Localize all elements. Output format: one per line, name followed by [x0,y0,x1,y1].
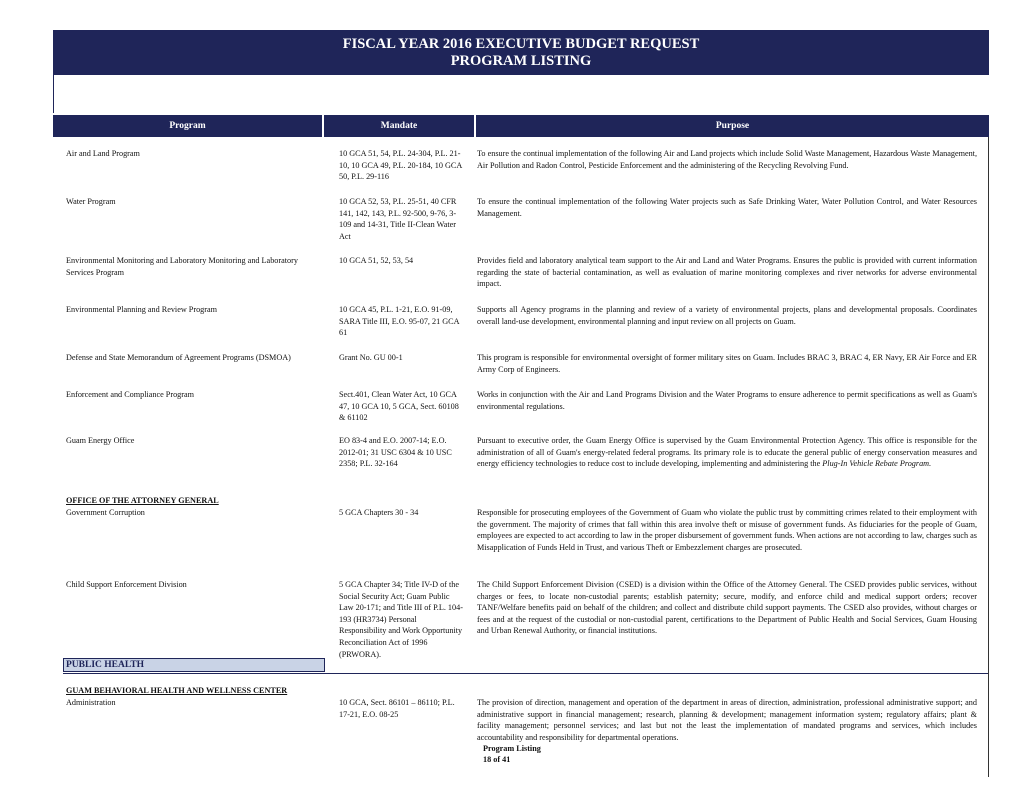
row-mandate: Grant No. GU 00-1 [339,353,403,362]
row-purpose: Responsible for prosecuting employees of the Government of Guam who violate the public trust by committing crimes related to their employment with the government. The majority of crimes that fall within this area involve theft or misuse of government funds. As fiduciaries for the people of Guam, employees are expected to act according to law in the proper disbursement of government funds. When actions are not according to law, charges such as Misapplication of Funds Held in Trust, and various Theft or Embezzlement charges are prosecuted. [477,508,977,552]
row-program: Water Program [66,197,116,206]
row-purpose: Works in conjunction with the Air and Land Programs Division and the Water Programs to ensure adherence to permit specifications as well as Guam's environmental regulations. [477,390,977,411]
row-purpose-italic: Plug-In Vehicle Rebate Program. [822,459,932,469]
row-mandate: 5 GCA Chapters 30 - 34 [339,508,419,517]
row-program: Administration [66,698,116,707]
column-header-purpose: Purpose [476,115,989,137]
row-purpose-text: Pursuant to executive order, the Guam Energy Office is supervised by the Guam Environmental Protection Agency. This office is responsible for the administration of all of Guam's energy-related federal programs. Its primary role is to educate the general public of energy conservation measures and energy efficiency technologies to reduce cost to include developing, implementing and administering the [477,436,977,469]
title-banner [53,30,989,75]
row-mandate: Sect.401, Clean Water Act, 10 GCA 47, 10 GCA 10, 5 GCA, Sect. 60108 & 61102 [339,390,459,423]
row-program: Government Corruption [66,508,145,517]
row-mandate: 10 GCA 52, 53, P.L. 25-51, 40 CFR 141, 142, 143, P.L. 92-500, 9-76, 3-109 and 14-31, Title II-Clean Water Act [339,197,457,241]
section-heading-gbhwc: GUAM BEHAVIORAL HEALTH AND WELLNESS CENTER [66,686,288,695]
row-purpose: The Child Support Enforcement Division (CSED) is a division within the Office of the Attorney General. The CSED provides public services, without charges or fees, to locate non-custodial parents; establish paternity; secure, modify, and enforce child and medical support orders; recover TANF/Welfare benefits paid on behalf of the children; and collect and distribute child support payments. The CSED also provides, without charges or fees and at the request of the custodial or non-custodial parent, certifications to the Department of Public Health and Social Services, Guam Housing and Urban Renewal Authority, or financial institutions. [477,580,977,636]
row-program: Enforcement and Compliance Program [66,390,195,399]
row-purpose: Provides field and laboratory analytical team support to the Air and Land and Water Programs. Ensures the public is provided with current information regarding the state of bacterial contamination, as well as evaluation of marine monitoring complexes and river networks for adverse environmental impact. [477,256,977,289]
row-program: Environmental Planning and Review Program [66,305,217,314]
row-purpose [477,435,977,470]
section-divider [63,673,988,674]
row-mandate: 5 GCA Chapter 34; Title IV-D of the Social Security Act; Guam Public Law 20-171; and Title III of P.L. 104-193 (HR3734) Personal Responsibility and Work Opportunity Reconciliation Act of 1996 (PRWORA). [339,580,463,659]
row-program: Child Support Enforcement Division [66,580,187,589]
row-purpose: To ensure the continual implementation of the following Water projects such as Safe Drinking Water, Water Pollution Control, and Water Resources Management. [477,197,977,218]
row-program: Air and Land Program [66,149,140,158]
row-purpose: Supports all Agency programs in the planning and review of a variety of environmental projects, plans and developmental proposals. Coordinates overall land-use development, environmental planning and input review on all projects on Guam. [477,305,977,326]
budget-page: FISCAL YEAR 2016 EXECUTIVE BUDGET REQUEST PROGRAM LISTING Program Mandate Purpose Air and Land Program 10 GCA 51, 54, P.L. 24-304, P.L. 21-10, 10 GCA 49, P.L. 20-184, 10 GCA 50, P.L. 29-116 To ensure the continual implementation of the following Air and Land projects which include Solid Waste Management, Hazardous Waste Management, Air Pollution and Radon Control, Pesticide Enforcement and the administering of the Recycling Revolving Fund. Water Program 10 GCA 52, 53, P.L. 25-51, 40 CFR 141, 142, 143, P.L. 92-500, 9-76, 3-109 and 14-31, Title II-Clean Water Act To ensure the continual implementation of the following Water projects such as Safe Drinking Water, Water Pollution Control, and Water Resources Management. Environmental Monitoring and Laboratory Monitoring and Laboratory Services Program 10 GCA 51, 52, 53, 54 Provides field and laboratory analytical team support to the Air and Land and Water Programs. Ensures the public is provided with current information regarding the state of bacterial contamination, as well as evaluation of marine monitoring complexes and river networks for adverse environmental impact. Environmental Planning and Review Program 10 GCA 45, P.L. 1-21, E.O. 91-09, SARA Title III, E.O. 95-07, 21 GCA 61 Supports all Agency programs in the planning and review of a variety of environmental projects, plans and developmental proposals. Coordinates overall land-use development, environmental planning and input review on all projects on Guam. Defense and State Memorandum of Agreement Programs (DSMOA) Grant No. GU 00-1 This program is responsible for environmental oversight of former military sites on Guam. Includes BRAC 3, BRAC 4, ER Navy, ER Air Force and ER Army Corp of Engineers. Enforcement and Compliance Program Sect.401, Clean Water Act, 10 GCA 47, 10 GCA 10, 5 GCA, Sect. 60108 & 61102 Works in conjunction with the Air and Land Programs Division and the Water Programs to ensure adherence to permit specifications as well as Guam's environmental regulations. Guam Energy Office EO 83-4 and E.O. 2007-14; E.O. 2012-01; 31 USC 6304 & 10 USC 2358; P.L. 32-164 Pursuant to executive order, the Guam Energy Office is supervised by the Guam Environmental Protection Agency. This office is responsible for the administration of all of Guam's energy-related federal programs. Its primary role is to educate the general public of energy conservation measures and energy efficiency technologies to reduce cost to include developing, implementing and administering the Plug-In Vehicle Rebate Program. OFFICE OF THE ATTORNEY GENERAL Government Corruption 5 GCA Chapters 30 - 34 Responsible for prosecuting employees of the Government of Guam who violate the public trust by committing crimes related to their employment with the government. The majority of crimes that fall within this area involve theft or misuse of government funds. As fiduciaries for the people of Guam, employees are expected to act according to law in the proper disbursement of government funds. When actions are not according to law, charges such as Misapplication of Funds Held in Trust, and various Theft or Embezzlement charges are prosecuted. Child Support Enforcement Division 5 GCA Chapter 34; Title IV-D of the Social Security Act; Guam Public Law 20-171; and Title III of P.L. 104-193 (HR3734) Personal Responsibility and Work Opportunity Reconciliation Act of 1996 (PRWORA). The Child Support Enforcement Division (CSED) is a division within the Office of the Attorney General. The CSED provides public services, without charges or fees, to locate non-custodial parents; establish paternity; secure, modify, and enforce child and medical support orders; recover TANF/Welfare benefits paid on behalf of the children; and collect and distribute child support payments. The CSED also provides, without charges or fees and at the request of the custodial or non-custodial parent, certifications to the Department of Public Health and Social Services, Guam Housing and Urban Renewal Authority, or financial institutions. PUBLIC HEALTH GUAM BEHAVIORAL HEALTH AND WELLNESS CENTER Administration 10 GCA, Sect. 86101 – 86110; P.L. 17-21, E.O. 08-25 The provision of direction, management and operation of the department in areas of direction, administration, professional administrative support; and administrative support in financial management; research, planning & development; management information system; regulatory affairs; plant & facility management; personnel services; and last but not the least the implementation of mandated programs and services, which includes accountability and responsibility for departmental operations. Program Listing 18 of 41 [53,30,989,750]
row-mandate: 10 GCA 51, 54, P.L. 24-304, P.L. 21-10, 10 GCA 49, P.L. 20-184, 10 GCA 50, P.L. 29-116 [339,149,462,182]
row-program: Environmental Monitoring and Laboratory Monitoring and Laboratory Services Program [66,256,298,277]
row-mandate: 10 GCA 45, P.L. 1-21, E.O. 91-09, SARA Title III, E.O. 95-07, 21 GCA 61 [339,305,460,338]
document-title: FISCAL YEAR 2016 EXECUTIVE BUDGET REQUEST [342,36,700,52]
row-program: Defense and State Memorandum of Agreement Programs (DSMOA) [66,353,291,362]
row-purpose: The provision of direction, management and operation of the department in areas of direction, administration, professional administrative support; and administrative support in financial management; research, planning & development; management information system; regulatory affairs; plant & facility management; personnel services; and last but not the least the implementation of mandated programs and services, which includes accountability and responsibility for departmental operations. [477,698,977,742]
document-subtitle: PROGRAM LISTING [450,53,592,69]
row-purpose: This program is responsible for environmental oversight of former military sites on Guam. Includes BRAC 3, BRAC 4, ER Navy, ER Air Force and ER Army Corp of Engineers. [477,353,977,374]
column-header-program: Program [53,115,322,137]
row-mandate: 10 GCA, Sect. 86101 – 86110; P.L. 17-21, E.O. 08-25 [339,698,455,719]
row-program: Guam Energy Office [66,436,135,445]
section-label-public-health: PUBLIC HEALTH [63,658,325,672]
row-purpose: To ensure the continual implementation of the following Air and Land projects which include Solid Waste Management, Hazardous Waste Management, Air Pollution and Radon Control, Pesticide Enforcement and the administering of the Recycling Revolving Fund. [477,149,977,170]
column-header-mandate: Mandate [324,115,474,137]
row-mandate: 10 GCA 51, 52, 53, 54 [339,256,414,265]
section-heading-attorney-general: OFFICE OF THE ATTORNEY GENERAL [66,496,219,505]
row-mandate: EO 83-4 and E.O. 2007-14; E.O. 2012-01; 31 USC 6304 & 10 USC 2358; P.L. 32-164 [339,436,452,469]
